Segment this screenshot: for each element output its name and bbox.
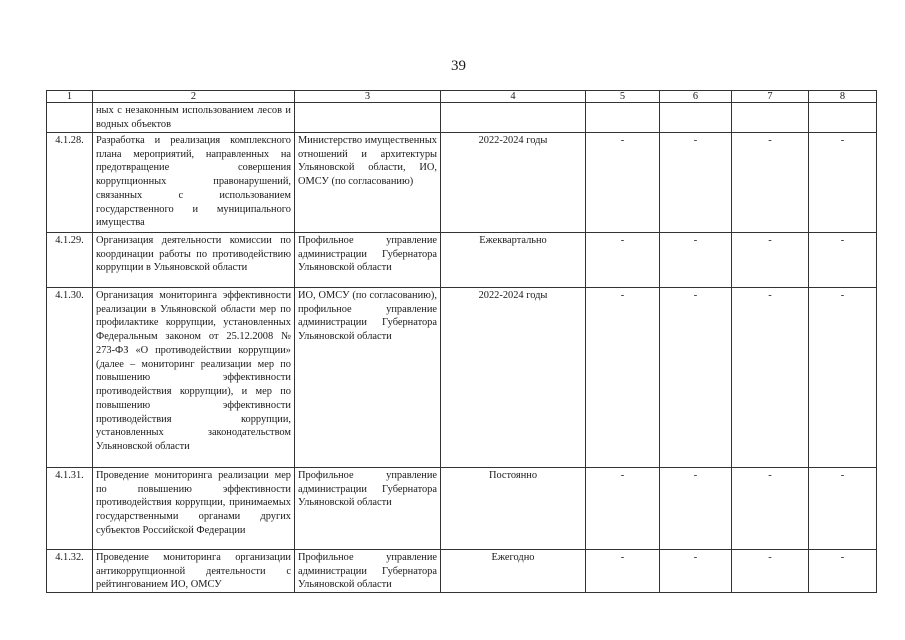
col7-value: -	[732, 288, 809, 468]
col8-value: -	[809, 550, 877, 593]
header-cell-3: 3	[295, 91, 441, 103]
executor: Министерство имущественных отношений и архитектуры Ульяновской области, ИО, ОМСУ (по согласованию)	[295, 133, 441, 233]
measure-name: Проведение мониторинга организации антикоррупционной деятельности с рейтингованием ИО, ОМСУ	[93, 550, 295, 593]
col8-value	[809, 103, 877, 133]
col7-value	[732, 103, 809, 133]
header-cell-7: 7	[732, 91, 809, 103]
row-number: 4.1.29.	[47, 233, 93, 288]
measure-name: Проведение мониторинга реализации мер по повышению эффективности противодействия коррупции, принимаемых государственными органами других субъектов Российской Федерации	[93, 468, 295, 550]
term: Ежегодно	[441, 550, 586, 593]
table-row	[47, 233, 877, 288]
col5-value: -	[586, 288, 660, 468]
col5-value: -	[586, 233, 660, 288]
col7-value: -	[732, 468, 809, 550]
row-number: 4.1.28.	[47, 133, 93, 233]
measure-name: Организация мониторинга эффективности реализации в Ульяновской области мер по профилактике коррупции, установленных Федеральным законом от 25.12.2008 № 273-ФЗ «О противодействии коррупции» (далее – мониторинг реализации мер по повышению эффективности противодействия коррупции), и мер по повышению эффективности противодействия коррупции, установленных законодательством Ульяновской области	[93, 288, 295, 468]
executor	[295, 103, 441, 133]
term: Ежеквартально	[441, 233, 586, 288]
table-row	[47, 103, 877, 133]
col6-value: -	[660, 550, 732, 593]
header-cell-8: 8	[809, 91, 877, 103]
measure-name: ных с незаконным использованием лесов и водных объектов	[93, 103, 295, 133]
col8-value: -	[809, 288, 877, 468]
term: 2022-2024 годы	[441, 133, 586, 233]
row-number: 4.1.30.	[47, 288, 93, 468]
col6-value: -	[660, 133, 732, 233]
row-number	[47, 103, 93, 133]
col6-value	[660, 103, 732, 133]
col5-value: -	[586, 133, 660, 233]
row-number: 4.1.32.	[47, 550, 93, 593]
col5-value: -	[586, 468, 660, 550]
table-row	[47, 468, 877, 550]
col6-value: -	[660, 233, 732, 288]
row-number: 4.1.31.	[47, 468, 93, 550]
page-number: 39	[451, 58, 466, 74]
col7-value: -	[732, 233, 809, 288]
col5-value	[586, 103, 660, 133]
header-cell-6: 6	[660, 91, 732, 103]
table-row	[47, 550, 877, 593]
measure-name: Организация деятельности комиссии по координации работы по противодействию коррупции в Ульяновской области	[93, 233, 295, 288]
col7-value: -	[732, 133, 809, 233]
term: 2022-2024 годы	[441, 288, 586, 468]
header-cell-4: 4	[441, 91, 586, 103]
header-row	[47, 91, 877, 103]
header-cell-2: 2	[93, 91, 295, 103]
executor: Профильное управление администрации Губернатора Ульяновской области	[295, 233, 441, 288]
executor: ИО, ОМСУ (по согласованию), профильное управление администрации Губернатора Ульяновской области	[295, 288, 441, 468]
table-row	[47, 133, 877, 233]
header-cell-1: 1	[47, 91, 93, 103]
col6-value: -	[660, 468, 732, 550]
table-row	[47, 288, 877, 468]
executor: Профильное управление администрации Губернатора Ульяновской области	[295, 550, 441, 593]
col8-value: -	[809, 468, 877, 550]
col8-value: -	[809, 133, 877, 233]
term	[441, 103, 586, 133]
measures-table	[46, 90, 877, 593]
executor: Профильное управление администрации Губернатора Ульяновской области	[295, 468, 441, 550]
header-cell-5: 5	[586, 91, 660, 103]
col6-value: -	[660, 288, 732, 468]
term: Постоянно	[441, 468, 586, 550]
col7-value: -	[732, 550, 809, 593]
col5-value: -	[586, 550, 660, 593]
col8-value: -	[809, 233, 877, 288]
measure-name: Разработка и реализация комплексного плана мероприятий, направленных на предотвращение совершения коррупционных правонарушений, связанных с использованием государственного и муниципального имущества	[93, 133, 295, 233]
